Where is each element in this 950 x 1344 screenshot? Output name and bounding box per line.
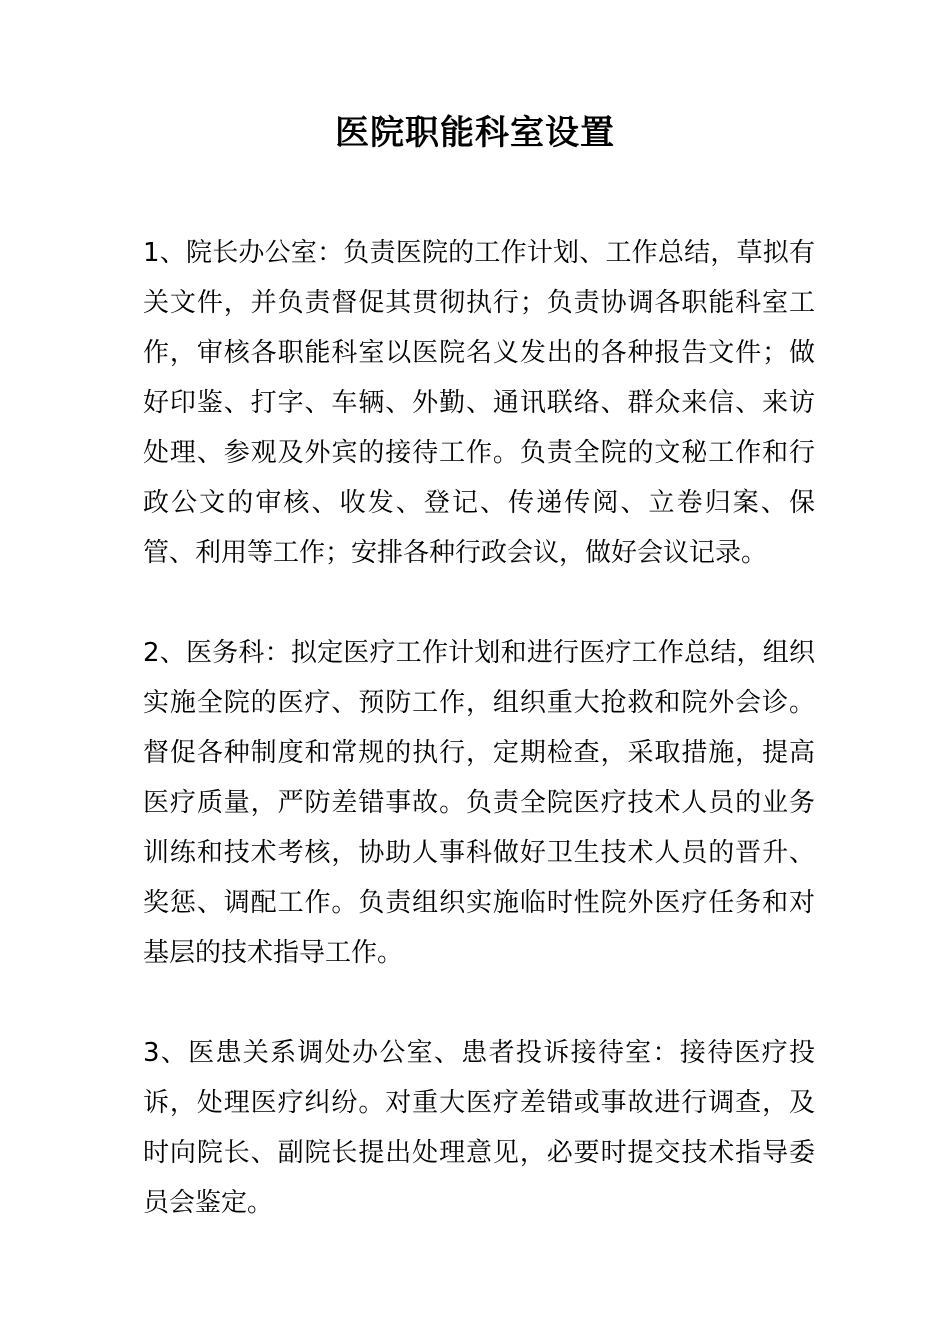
section-patient-relations: 3、医患关系调处办公室、患者投诉接待室：接待医疗投诉，处理医疗纠纷。对重大医疗差错或事故进行调查，及时向院长、副院长提出处理意见，必要时提交技术指导委员会鉴定。 <box>143 1038 815 1218</box>
document-title: 医院职能科室设置 <box>335 113 615 153</box>
document-body <box>143 228 815 1228</box>
section-office-of-president: 1、院长办公室：负责医院的工作计划、工作总结，草拟有关文件，并负责督促其贯彻执行；负责协调各职能科室工作，审核各职能科室以医院名义发出的各种报告文件；做好印鉴、打字、车辆、外勤、通讯联络、群众来信、来访处理、参观及外宾的接待工作。负责全院的文秘工作和行政公文的审核、收发、登记、传递传阅、立卷归案、保管、利用等工作；安排各种行政会议，做好会议记录。 <box>143 238 815 568</box>
section-medical-affairs: 2、医务科：拟定医疗工作计划和进行医疗工作总结，组织实施全院的医疗、预防工作，组织重大抢救和院外会诊。督促各种制度和常规的执行，定期检查，采取措施，提高医疗质量，严防差错事故。负责全院医疗技术人员的业务训练和技术考核，协助人事科做好卫生技术人员的晋升、奖惩、调配工作。负责组织实施临时性院外医疗任务和对基层的技术指导工作。 <box>143 638 815 968</box>
